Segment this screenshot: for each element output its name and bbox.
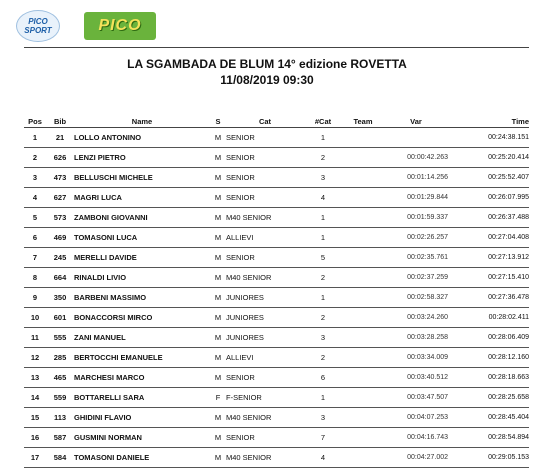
result-team bbox=[342, 188, 384, 208]
result-bib: 473 bbox=[46, 168, 74, 188]
result-time: 00:25:20.414 bbox=[448, 148, 529, 168]
table-row bbox=[24, 368, 529, 388]
result-category-rank: 7 bbox=[304, 428, 342, 448]
result-category: M40 SENIOR bbox=[226, 408, 304, 428]
result-sex: M bbox=[210, 148, 226, 168]
pico-sport-logo bbox=[16, 10, 60, 42]
result-pos: 9 bbox=[24, 288, 46, 308]
result-bib: 465 bbox=[46, 368, 74, 388]
result-time: 00:26:37.488 bbox=[448, 208, 529, 228]
table-row bbox=[24, 448, 529, 468]
result-name: LOLLO ANTONINO bbox=[74, 128, 210, 148]
result-pos: 10 bbox=[24, 308, 46, 328]
table-row bbox=[24, 408, 529, 428]
result-time: 00:25:52.407 bbox=[448, 168, 529, 188]
result-team bbox=[342, 148, 384, 168]
result-team bbox=[342, 388, 384, 408]
result-sex: M bbox=[210, 428, 226, 448]
result-category: JUNIORES bbox=[226, 328, 304, 348]
result-sex: M bbox=[210, 348, 226, 368]
result-category-rank: 1 bbox=[304, 388, 342, 408]
result-category: SENIOR bbox=[226, 128, 304, 148]
result-team bbox=[342, 208, 384, 228]
col-header-bib: Bib bbox=[46, 116, 74, 128]
col-header-name: Name bbox=[74, 116, 210, 128]
result-bib: 664 bbox=[46, 268, 74, 288]
result-bib: 573 bbox=[46, 208, 74, 228]
table-row bbox=[24, 188, 529, 208]
result-bib: 285 bbox=[46, 348, 74, 368]
result-bib: 469 bbox=[46, 228, 74, 248]
table-row bbox=[24, 148, 529, 168]
result-gap: 00:00:42.263 bbox=[384, 148, 448, 168]
result-pos: 2 bbox=[24, 148, 46, 168]
result-gap: 00:03:47.507 bbox=[384, 388, 448, 408]
result-category: SENIOR bbox=[226, 188, 304, 208]
result-sex: M bbox=[210, 228, 226, 248]
result-team bbox=[342, 448, 384, 468]
results-header-row bbox=[24, 116, 529, 128]
table-row bbox=[24, 248, 529, 268]
result-bib: 555 bbox=[46, 328, 74, 348]
result-name: BARBENI MASSIMO bbox=[74, 288, 210, 308]
result-category-rank: 4 bbox=[304, 448, 342, 468]
result-name: MERELLI DAVIDE bbox=[74, 248, 210, 268]
result-time: 00:27:36.478 bbox=[448, 288, 529, 308]
result-gap bbox=[384, 128, 448, 148]
result-pos: 12 bbox=[24, 348, 46, 368]
result-pos: 4 bbox=[24, 188, 46, 208]
result-category-rank: 6 bbox=[304, 368, 342, 388]
result-category: SENIOR bbox=[226, 168, 304, 188]
result-category: SENIOR bbox=[226, 428, 304, 448]
result-sex: M bbox=[210, 188, 226, 208]
results-table bbox=[24, 116, 529, 468]
col-header-pos: Pos bbox=[24, 116, 46, 128]
table-row bbox=[24, 228, 529, 248]
result-category-rank: 2 bbox=[304, 268, 342, 288]
result-gap: 00:02:35.761 bbox=[384, 248, 448, 268]
result-category-rank: 1 bbox=[304, 208, 342, 228]
table-row bbox=[24, 388, 529, 408]
result-sex: M bbox=[210, 368, 226, 388]
result-category-rank: 3 bbox=[304, 408, 342, 428]
result-pos: 1 bbox=[24, 128, 46, 148]
result-sex: M bbox=[210, 128, 226, 148]
table-row bbox=[24, 348, 529, 368]
result-time: 00:27:13.912 bbox=[448, 248, 529, 268]
result-gap: 00:04:27.002 bbox=[384, 448, 448, 468]
col-header-sex: S bbox=[210, 116, 226, 128]
table-row bbox=[24, 128, 529, 148]
result-team bbox=[342, 268, 384, 288]
result-pos: 17 bbox=[24, 448, 46, 468]
table-row bbox=[24, 428, 529, 448]
logo-text: PICO bbox=[98, 17, 142, 34]
result-category: M40 SENIOR bbox=[226, 448, 304, 468]
event-title: LA SGAMBADA DE BLUM 14° edizione ROVETTA bbox=[127, 57, 407, 71]
result-gap: 00:01:29.844 bbox=[384, 188, 448, 208]
result-pos: 16 bbox=[24, 428, 46, 448]
result-category-rank: 2 bbox=[304, 348, 342, 368]
header-divider bbox=[24, 47, 529, 48]
col-header-ncat: #Cat bbox=[304, 116, 342, 128]
result-gap: 00:03:28.258 bbox=[384, 328, 448, 348]
logo-text-line1: PICO bbox=[28, 17, 48, 26]
result-category: ALLIEVI bbox=[226, 228, 304, 248]
result-category-rank: 1 bbox=[304, 288, 342, 308]
result-category: F-SENIOR bbox=[226, 388, 304, 408]
result-team bbox=[342, 288, 384, 308]
result-team bbox=[342, 428, 384, 448]
result-sex: M bbox=[210, 308, 226, 328]
result-category-rank: 3 bbox=[304, 328, 342, 348]
result-bib: 627 bbox=[46, 188, 74, 208]
result-gap: 00:01:14.256 bbox=[384, 168, 448, 188]
pico-logo bbox=[84, 12, 156, 40]
result-sex: F bbox=[210, 388, 226, 408]
result-time: 00:28:18.663 bbox=[448, 368, 529, 388]
result-gap: 00:02:37.259 bbox=[384, 268, 448, 288]
event-date: 11/08/2019 09:30 bbox=[220, 73, 314, 87]
result-category: JUNIORES bbox=[226, 288, 304, 308]
result-pos: 15 bbox=[24, 408, 46, 428]
result-team bbox=[342, 368, 384, 388]
result-category: JUNIORES bbox=[226, 308, 304, 328]
result-team bbox=[342, 328, 384, 348]
result-time: 00:29:05.153 bbox=[448, 448, 529, 468]
result-category: M40 SENIOR bbox=[226, 208, 304, 228]
result-category-rank: 5 bbox=[304, 248, 342, 268]
result-category: SENIOR bbox=[226, 368, 304, 388]
result-name: MAGRI LUCA bbox=[74, 188, 210, 208]
result-team bbox=[342, 348, 384, 368]
table-row bbox=[24, 328, 529, 348]
result-pos: 14 bbox=[24, 388, 46, 408]
result-category: SENIOR bbox=[226, 148, 304, 168]
result-name: LENZI PIETRO bbox=[74, 148, 210, 168]
result-sex: M bbox=[210, 288, 226, 308]
table-row bbox=[24, 288, 529, 308]
result-pos: 13 bbox=[24, 368, 46, 388]
result-team bbox=[342, 168, 384, 188]
result-team bbox=[342, 128, 384, 148]
result-gap: 00:03:34.009 bbox=[384, 348, 448, 368]
result-bib: 245 bbox=[46, 248, 74, 268]
result-sex: M bbox=[210, 268, 226, 288]
col-header-time: Time bbox=[448, 116, 529, 128]
table-row bbox=[24, 168, 529, 188]
result-pos: 8 bbox=[24, 268, 46, 288]
result-bib: 584 bbox=[46, 448, 74, 468]
result-bib: 350 bbox=[46, 288, 74, 308]
result-time: 00:26:07.995 bbox=[448, 188, 529, 208]
result-name: TOMASONI LUCA bbox=[74, 228, 210, 248]
result-sex: M bbox=[210, 168, 226, 188]
logo-text-line2: SPORT bbox=[24, 26, 52, 35]
result-team bbox=[342, 408, 384, 428]
result-time: 00:28:54.894 bbox=[448, 428, 529, 448]
result-bib: 113 bbox=[46, 408, 74, 428]
result-sex: M bbox=[210, 208, 226, 228]
result-time: 00:27:04.408 bbox=[448, 228, 529, 248]
result-bib: 587 bbox=[46, 428, 74, 448]
result-name: ZANI MANUEL bbox=[74, 328, 210, 348]
result-name: BONACCORSI MIRCO bbox=[74, 308, 210, 328]
result-pos: 6 bbox=[24, 228, 46, 248]
result-category-rank: 3 bbox=[304, 168, 342, 188]
result-pos: 5 bbox=[24, 208, 46, 228]
result-time: 00:27:15.410 bbox=[448, 268, 529, 288]
result-name: RINALDI LIVIO bbox=[74, 268, 210, 288]
col-header-team: Team bbox=[342, 116, 384, 128]
result-category-rank: 2 bbox=[304, 308, 342, 328]
result-gap: 00:04:07.253 bbox=[384, 408, 448, 428]
result-time: 00:28:02.411 bbox=[448, 308, 529, 328]
result-pos: 11 bbox=[24, 328, 46, 348]
result-time: 00:28:25.658 bbox=[448, 388, 529, 408]
result-gap: 00:02:58.327 bbox=[384, 288, 448, 308]
result-gap: 00:04:16.743 bbox=[384, 428, 448, 448]
result-time: 00:28:12.160 bbox=[448, 348, 529, 368]
result-time: 00:28:06.409 bbox=[448, 328, 529, 348]
result-bib: 21 bbox=[46, 128, 74, 148]
result-category-rank: 1 bbox=[304, 228, 342, 248]
result-gap: 00:01:59.337 bbox=[384, 208, 448, 228]
result-name: MARCHESI MARCO bbox=[74, 368, 210, 388]
result-name: GUSMINI NORMAN bbox=[74, 428, 210, 448]
table-row bbox=[24, 208, 529, 228]
result-team bbox=[342, 248, 384, 268]
result-name: TOMASONI DANIELE bbox=[74, 448, 210, 468]
result-pos: 7 bbox=[24, 248, 46, 268]
result-team bbox=[342, 308, 384, 328]
result-category: SENIOR bbox=[226, 248, 304, 268]
col-header-var: Var bbox=[384, 116, 448, 128]
result-bib: 559 bbox=[46, 388, 74, 408]
result-sex: M bbox=[210, 448, 226, 468]
result-name: BELLUSCHI MICHELE bbox=[74, 168, 210, 188]
result-time: 00:28:45.404 bbox=[448, 408, 529, 428]
col-header-cat: Cat bbox=[226, 116, 304, 128]
result-category-rank: 4 bbox=[304, 188, 342, 208]
result-name: BERTOCCHI EMANUELE bbox=[74, 348, 210, 368]
result-gap: 00:03:40.512 bbox=[384, 368, 448, 388]
result-sex: M bbox=[210, 248, 226, 268]
result-gap: 00:02:26.257 bbox=[384, 228, 448, 248]
result-bib: 601 bbox=[46, 308, 74, 328]
result-gap: 00:03:24.260 bbox=[384, 308, 448, 328]
result-time: 00:24:38.151 bbox=[448, 128, 529, 148]
result-category-rank: 2 bbox=[304, 148, 342, 168]
result-name: ZAMBONI GIOVANNI bbox=[74, 208, 210, 228]
result-bib: 626 bbox=[46, 148, 74, 168]
result-category: M40 SENIOR bbox=[226, 268, 304, 288]
result-pos: 3 bbox=[24, 168, 46, 188]
result-team bbox=[342, 228, 384, 248]
result-name: BOTTARELLI SARA bbox=[74, 388, 210, 408]
result-category: ALLIEVI bbox=[226, 348, 304, 368]
table-row bbox=[24, 308, 529, 328]
result-sex: M bbox=[210, 408, 226, 428]
result-sex: M bbox=[210, 328, 226, 348]
table-row bbox=[24, 268, 529, 288]
result-category-rank: 1 bbox=[304, 128, 342, 148]
result-name: GHIDINI FLAVIO bbox=[74, 408, 210, 428]
